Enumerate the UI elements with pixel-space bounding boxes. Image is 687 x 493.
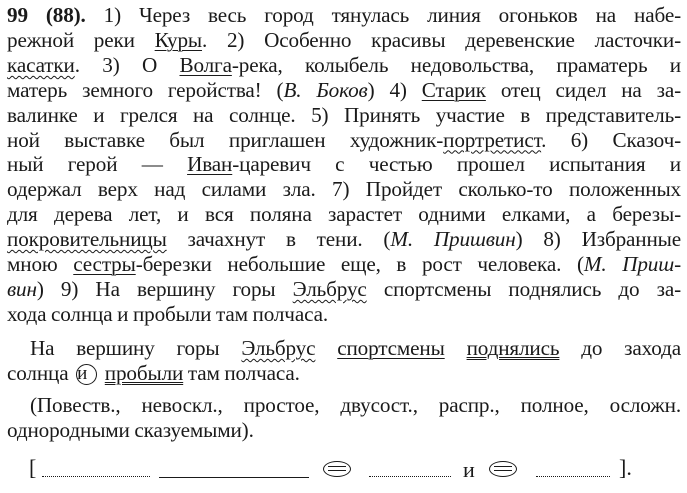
text-fragment: ный герой — (7, 152, 188, 177)
scheme-close-bracket: ]. (619, 455, 632, 480)
author-citation: М. Пришвин (390, 227, 516, 252)
exercise-text (7, 3, 681, 327)
subject-word: сестры (73, 252, 136, 277)
text-fragment: ) 4) (367, 77, 422, 102)
text-fragment: там полчаса. (183, 360, 300, 385)
exercise-line (7, 302, 681, 327)
text-fragment (445, 336, 467, 360)
scheme-adverbial-line (369, 476, 451, 477)
exercise-line (7, 103, 681, 128)
author-citation: вин (7, 276, 37, 301)
text-fragment: На вершину горы (30, 335, 242, 360)
exercise-number: 99 (88). (7, 3, 86, 27)
text-fragment: до захода (559, 335, 681, 360)
characteristic-line: (Повеств., невоскл., простое, двусост., распр., полное, осложн. (30, 392, 681, 417)
exercise-line (7, 227, 681, 252)
exercise-line (7, 53, 681, 78)
exercise-line (7, 252, 681, 277)
predicate-word: пробыли (104, 360, 184, 385)
text-fragment: мною (7, 252, 74, 277)
exercise-line (7, 152, 681, 177)
apposition-word: касатки (7, 52, 75, 77)
scheme-adverbial-line (42, 476, 150, 477)
author-citation: М. Приш- (583, 252, 682, 277)
analysis-line (7, 336, 681, 361)
text-fragment: солнца (7, 360, 74, 385)
text-fragment: режной реки (7, 27, 155, 52)
text-fragment: ной выставке был приглашен художник- (7, 127, 444, 152)
sentence-analysis (7, 336, 681, 386)
exercise-line (7, 78, 681, 103)
apposition-word: портретист (443, 127, 542, 152)
apposition-word: покровительницы (7, 227, 167, 252)
sentence-scheme (29, 455, 669, 487)
text-fragment: одержал верх над силами зла. 7) Пройдет сколько-то положенных (7, 177, 681, 202)
subject-word: Старик (421, 77, 486, 102)
apposition-word: Эльбрус (241, 335, 316, 360)
text-fragment: хода солнца и пробыли там полчаса. (7, 301, 328, 326)
exercise-line (7, 28, 681, 53)
predicate-word: поднялись (466, 335, 560, 360)
text-fragment: 1) Через весь город тянулась линия огоньков на набе- (85, 3, 681, 27)
text-fragment (315, 336, 337, 360)
text-fragment: -река, колыбель недовольства, праматерь и (231, 52, 681, 77)
text-fragment: зачахнут в тени. ( (166, 227, 391, 252)
text-fragment: -березки небольшие еще, в рост человека. ( (135, 252, 584, 277)
apposition-word: Эльбрус (292, 276, 367, 301)
exercise-line (7, 277, 681, 302)
analysis-line (7, 361, 681, 386)
text-fragment: валинке и грелся на солнце. 5) Принять участие в представитель- (7, 102, 681, 127)
text-fragment: . 3) О (74, 52, 180, 77)
text-fragment: . 2) Особенно красивы деревенские ласточки- (202, 27, 681, 52)
exercise-line (7, 3, 681, 28)
author-citation: В. Боков (283, 77, 368, 102)
text-fragment: отец сидел на за- (485, 77, 681, 102)
text-fragment: для дерева лет, и вся поляна зарастет одними елками, а березы- (7, 202, 681, 227)
scheme-open-bracket: [ (29, 455, 37, 480)
predicate-symbol-icon (323, 461, 351, 477)
characteristic-line: однородными сказуемыми). (7, 417, 254, 442)
subject-word: Иван (187, 152, 233, 177)
exercise-line (7, 202, 681, 227)
scheme-adverbial-line (536, 476, 610, 477)
predicate-symbol-icon (489, 461, 517, 477)
scheme-subject-line (159, 477, 309, 478)
exercise-line (7, 128, 681, 153)
circled-conjunction: и (76, 364, 97, 385)
exercise-line (7, 177, 681, 202)
text-fragment: матерь земного геройства! ( (7, 77, 284, 102)
text-fragment: ) 9) На вершину горы (36, 276, 293, 301)
subject-word: спортсмены (337, 335, 445, 360)
text-fragment: спортсмены поднялись до за- (366, 276, 681, 301)
scheme-conjunction: и (463, 457, 475, 482)
subject-word: Волга (179, 52, 232, 77)
subject-word: Куры (154, 27, 203, 52)
text-fragment: ) 8) Избранные (515, 227, 681, 252)
sentence-characteristic (7, 393, 681, 443)
text-fragment: -царевич с честью прошел испытания и (232, 152, 681, 177)
text-fragment: . 6) Сказоч- (541, 127, 681, 152)
